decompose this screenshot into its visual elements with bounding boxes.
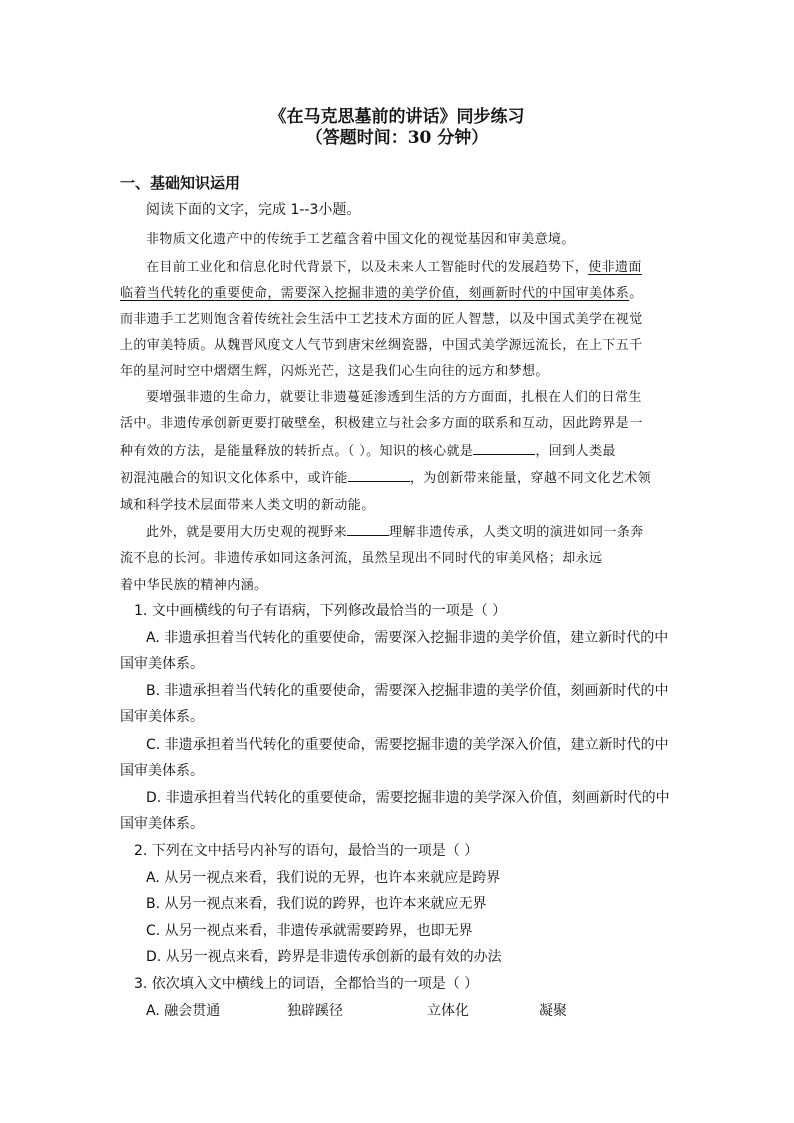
passage-line: 年的星河时空中熠熠生辉，闪烁光芒，这是我们心生向往的远方和梦想。: [120, 364, 549, 379]
passage-line: 初混沌融合的知识文化体系中，或许能 ，为创新带来能量，穿越不同文化艺术领: [120, 471, 652, 486]
underlined-sentence: 临着当代转化的重要使命，需要深入挖掘非遗的美学价值，刻画新时代的中国审美体系: [120, 286, 630, 301]
question-3-option-a[interactable]: A. 融会贯通: [146, 1003, 221, 1019]
passage-line: 在目前工业化和信息化时代背景下，以及未来人工智能时代的发展趋势下，使非遗面: [146, 260, 642, 275]
passage-line: 上的审美特质。从魏晋风度文人气节到唐宋丝绸瓷器，中国式美学源远流长，在上下五千: [120, 338, 643, 353]
question-1-option-a-cont: 国审美体系。: [120, 656, 204, 672]
question-2-option-a[interactable]: A. 从另一视点来看，我们说的无界，也许本来就应是跨界: [146, 870, 501, 886]
question-3-option-a-word-2: 独辟蹊径: [287, 1003, 343, 1019]
question-1-option-a[interactable]: A. 非遗承担着当代转化的重要使命，需要深入挖掘非遗的美学价值，建立新时代的中: [146, 630, 669, 646]
passage-line: 此外，就是要用大历史观的视野来 理解非遗传承，人类文明的演进如同一条奔: [146, 525, 644, 540]
question-3-option-a-word-3: 立体化: [427, 1003, 469, 1019]
document-title: 《在马克思墓前的讲话》同步练习: [269, 107, 525, 127]
passage-line: 活中。非遗传承创新更要打破壁垒，积极建立与社会多方面的联系和互动，因此跨界是一: [120, 416, 643, 431]
section-heading: 一、基础知识运用: [120, 174, 241, 192]
question-1-stem: 1. 文中画横线的句子有语病，下列修改最恰当的一项是（ ）: [134, 603, 507, 619]
fill-blank: [348, 469, 410, 482]
question-2-stem: 2. 下列在文中括号内补写的语句，最恰当的一项是（ ）: [134, 843, 479, 859]
passage-paragraph-1: 非物质文化遗产中的传统手工艺蕴含着中国文化的视觉基因和审美意境。: [146, 232, 575, 247]
question-2-option-b[interactable]: B. 从另一视点来看，我们说的跨界，也许本来就应无界: [146, 896, 487, 912]
question-3-stem: 3. 依次填入文中横线上的词语，全都恰当的一项是（ ）: [134, 976, 479, 992]
passage-line: 而非遗手工艺则饱含着传统社会生活中工艺技术方面的匠人智慧，以及中国式美学在视觉: [120, 312, 643, 327]
question-1-option-d[interactable]: D. 非遗承担着当代转化的重要使命，需要挖掘非遗的美学深入价值，刻画新时代的中: [146, 790, 670, 806]
underlined-sentence: 使非遗面: [588, 260, 642, 275]
passage-line: 种有效的方法，是能量释放的转折点。（ ）。知识的核心就是 ，回到人类最: [120, 444, 616, 459]
question-3-option-a-word-4: 凝聚: [539, 1003, 567, 1019]
question-2-option-d[interactable]: D. 从另一视点来看，跨界是非遗传承创新的最有效的办法: [146, 949, 502, 965]
document-subtitle: （答题时间：30 分钟）: [305, 128, 489, 148]
passage-line: 域和科学技术层面带来人类文明的新动能。: [120, 498, 375, 513]
question-1-option-c-cont: 国审美体系。: [120, 763, 204, 779]
question-1-option-c[interactable]: C. 非遗承担着当代转化的重要使命，需要挖掘非遗的美学深入价值，建立新时代的中: [146, 737, 669, 753]
fill-blank: [473, 442, 535, 455]
passage-line: 流不息的长河。非遗传承如同这条河流，虽然呈现出不同时代的审美风格；却永远: [120, 551, 603, 566]
question-2-option-c[interactable]: C. 从另一视点来看，非遗传承就需要跨界，也即无界: [146, 923, 473, 939]
fill-blank: [347, 523, 389, 536]
question-1-option-b-cont: 国审美体系。: [120, 709, 204, 725]
section-intro: 阅读下面的文字，完成 1--3小题。: [146, 202, 361, 218]
passage-line: 要增强非遗的生命力，就要让非遗蔓延渗透到生活的方方面面，扎根在人们的日常生: [146, 390, 642, 405]
passage-line: 着中华民族的精神内涵。: [120, 578, 268, 593]
question-1-option-b[interactable]: B. 非遗承担着当代转化的重要使命，需要深入挖掘非遗的美学价值，刻画新时代的中: [146, 683, 669, 699]
passage-line: 临着当代转化的重要使命，需要深入挖掘非遗的美学价值，刻画新时代的中国审美体系。: [120, 286, 643, 301]
question-1-option-d-cont: 国审美体系。: [120, 816, 204, 832]
